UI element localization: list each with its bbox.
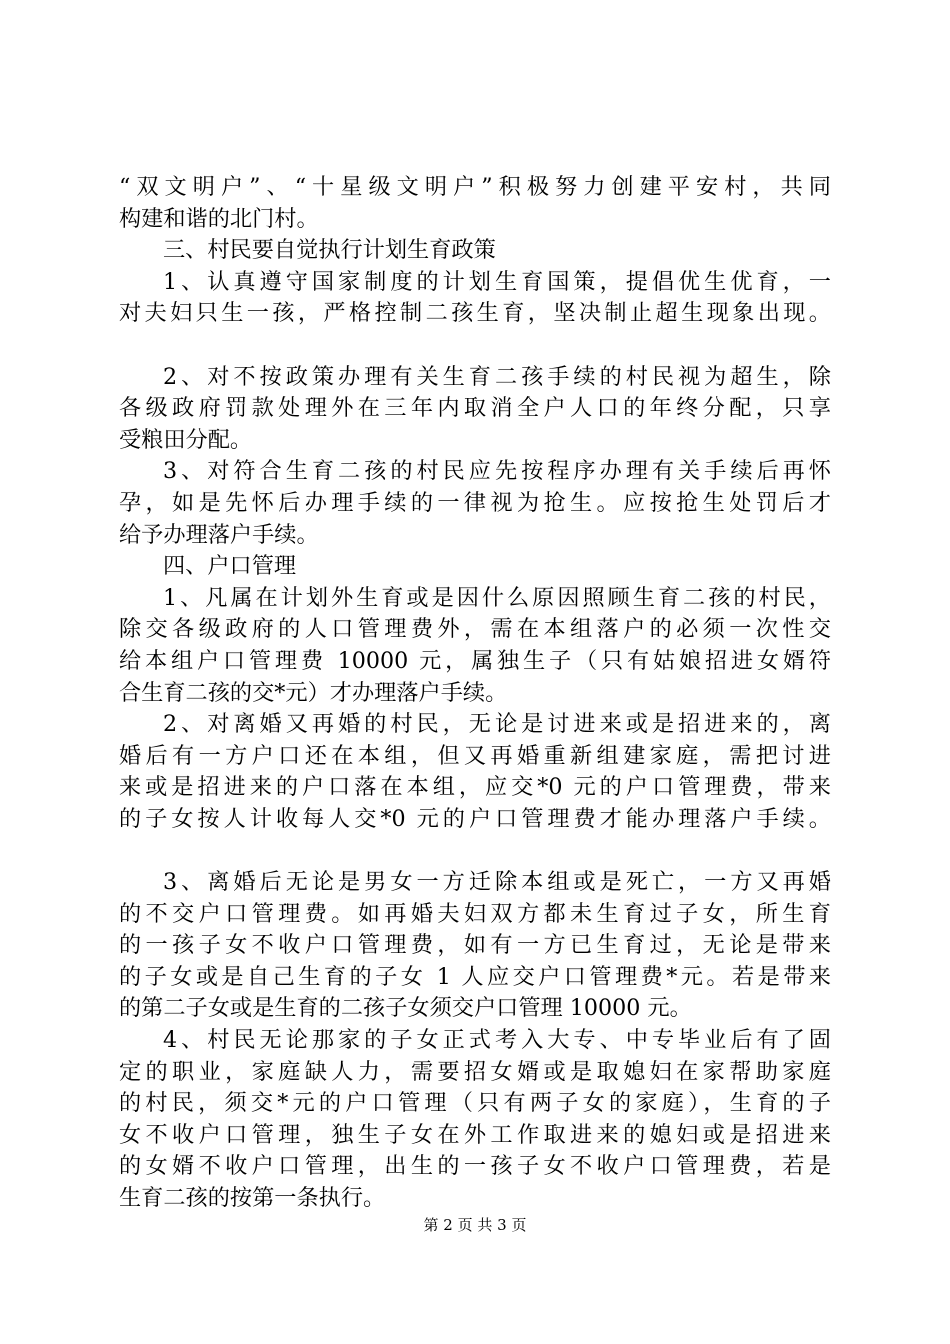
- text-line: 3、对符合生育二孩的村民应先按程序办理有关手续后再怀: [163, 458, 831, 485]
- text-line: 生育二孩的按第一条执行。: [119, 1185, 386, 1211]
- text-line: 除交各级政府的人口管理费外，需在本组落户的必须一次性交: [119, 616, 831, 643]
- paragraph-gap: [119, 330, 831, 362]
- text-line: 的一孩子女不收户口管理费，如有一方已生育过，无论是带来: [119, 932, 831, 959]
- text-line: 孕，如是先怀后办理手续的一律视为抢生。应按抢生处罚后才: [119, 489, 831, 516]
- text-line: 构建和谐的北门村。: [119, 205, 319, 232]
- text-line: 的子女或是自己生育的子女 1 人应交户口管理费*元。若是带来: [119, 963, 831, 990]
- text-line: 婚后有一方户口还在本组，但又再婚重新组建家庭，需把讨进: [119, 742, 831, 769]
- text-line: 合生育二孩的交*元）才办理落户手续。: [119, 679, 508, 706]
- text-line: 1、认真遵守国家制度的计划生育国策，提倡优生优育，一: [163, 268, 831, 295]
- text-line: 的女婿不收户口管理，出生的一孩子女不收户口管理费，若是: [119, 1153, 831, 1180]
- document-body: [119, 172, 831, 1215]
- text-line: 女不收户口管理，独生子女在外工作取进来的媳妇或是招进来: [119, 1121, 831, 1148]
- text-line: 对夫妇只生一孩，严格控制二孩生育，坚决制止超生现象出现。: [119, 300, 831, 327]
- text-line: 的子女按人计收每人交*0 元的户口管理费才能办理落户手续。: [119, 805, 831, 832]
- text-line: 1、凡属在计划外生育或是因什么原因照顾生育二孩的村民，: [163, 584, 831, 611]
- text-line: 的第二子女或是生育的二孩子女须交户口管理 10000 元。: [119, 995, 692, 1022]
- text-line: 给本组户口管理费 10000 元，属独生子（只有姑娘招进女婿符: [119, 647, 831, 674]
- page-number: 第 2 页 共 3 页: [423, 1216, 527, 1234]
- text-line: 定的职业，家庭缺人力，需要招女婿或是取媳妇在家帮助家庭: [119, 1058, 831, 1085]
- text-line: 的村民，须交*元的户口管理（只有两子女的家庭），生育的子: [119, 1090, 831, 1117]
- text-line: 各级政府罚款处理外在三年内取消全户人口的年终分配，只享: [119, 395, 831, 422]
- text-line: 2、对不按政策办理有关生育二孩手续的村民视为超生，除: [163, 363, 831, 390]
- text-line: 3、离婚后无论是男女一方迁除本组或是死亡，一方又再婚: [163, 869, 831, 896]
- section-heading: 四、户口管理: [163, 553, 297, 580]
- text-line: 2、对离婚又再婚的村民，无论是讨进来或是招进来的，离: [163, 711, 831, 738]
- text-line: 的不交户口管理费。如再婚夫妇双方都未生育过子女，所生育: [119, 900, 831, 927]
- text-line: 受粮田分配。: [119, 426, 253, 453]
- text-line: 来或是招进来的户口落在本组，应交*0 元的户口管理费，带来: [119, 774, 831, 801]
- text-line: 给予办理落户手续。: [119, 521, 319, 548]
- paragraph-gap: [119, 835, 831, 867]
- text-line: 4、村民无论那家的子女正式考入大专、中专毕业后有了固: [163, 1027, 831, 1054]
- section-heading: 三、村民要自觉执行计划生育政策: [163, 237, 496, 264]
- text-line: “双文明户”、“十星级文明户”积极努力创建平安村，共同: [119, 174, 831, 200]
